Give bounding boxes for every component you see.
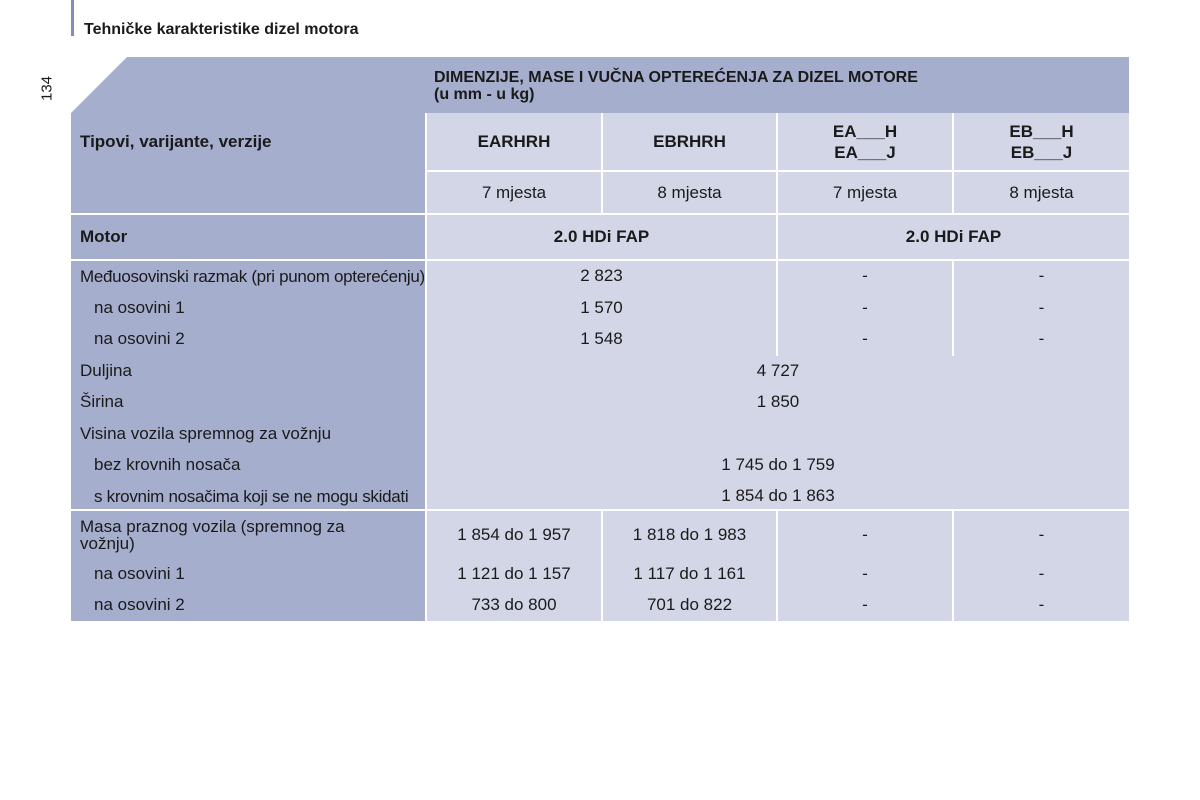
mass-axle1-value-4: - — [1038, 564, 1045, 583]
axle1-col-4: - — [1038, 298, 1045, 317]
axle2-col-3: - — [862, 329, 868, 348]
motor-value-2: 2.0 HDi FAP — [778, 215, 1129, 259]
length-label: Duljina — [80, 361, 132, 380]
seats-col-1: 7 mjesta — [427, 172, 601, 213]
type-eb: EB___H EB___J — [954, 113, 1129, 170]
mass-axle2-value-4: - — [1038, 595, 1045, 614]
seats-col-2: 8 mjesta — [603, 172, 776, 213]
mass-axle1-value-1: 1 121 do 1 157 — [457, 564, 571, 583]
section-title: Tehničke karakteristike dizel motora — [84, 21, 359, 38]
motor-value-1: 2.0 HDi FAP — [427, 215, 776, 259]
height-no-racks-label: bez krovnih nosača — [94, 455, 241, 474]
mass-axle2-value-3: - — [862, 595, 868, 614]
mass-axle1-label: na osovini 1 — [94, 564, 185, 583]
mass-label: Masa praznog vozila (spremnog za vožnju) — [80, 517, 345, 553]
mass-axle1-value-2: 1 117 do 1 161 — [633, 564, 746, 583]
header-corner-cut — [71, 57, 127, 113]
mass-axle1-value-3: - — [862, 564, 868, 583]
axle2-col-4: - — [1038, 329, 1045, 348]
wheelbase-col-3: - — [862, 266, 868, 285]
mass-value-2: 1 818 do 1 983 — [632, 525, 747, 544]
wheelbase-value: 2 823 — [580, 266, 623, 285]
mass-value-3: - — [862, 525, 868, 544]
height-racks-label: s krovnim nosačima koji se ne mogu skidati — [94, 487, 409, 506]
axle1-label: na osovini 1 — [94, 298, 185, 317]
section-accent-bar — [71, 0, 74, 36]
type-earhrh: EARHRH — [427, 113, 601, 170]
height-label: Visina vozila spremnog za vožnju — [80, 424, 332, 443]
mass-axle2-label: na osovini 2 — [94, 595, 185, 614]
types-label: Tipovi, varijante, verzije — [80, 131, 272, 151]
mass-axle2-value-1: 733 do 800 — [471, 595, 557, 614]
axle1-value: 1 570 — [580, 298, 623, 317]
mass-value-1: 1 854 do 1 957 — [457, 525, 571, 544]
axle1-col-3: - — [862, 298, 868, 317]
width-label: Širina — [80, 392, 124, 411]
mass-axle2-value-2: 701 do 822 — [646, 595, 733, 614]
table-title: DIMENZIJE, MASE I VUČNA OPTEREĆENJA ZA DIZEL MOTORE (u mm - u kg) — [434, 69, 918, 103]
type-ebrhrh: EBRHRH — [603, 113, 776, 170]
height-racks-value: 1 854 do 1 863 — [721, 486, 835, 505]
seats-col-4: 8 mjesta — [954, 172, 1129, 213]
height-no-racks-value: 1 745 do 1 759 — [721, 455, 835, 474]
specs-table — [71, 113, 1129, 621]
mass-value-4: - — [1038, 525, 1045, 544]
axle2-value: 1 548 — [580, 329, 623, 348]
width-value: 1 850 — [756, 392, 800, 411]
length-value: 4 727 — [756, 361, 800, 380]
page-number: 134 — [38, 75, 56, 102]
wheelbase-label: Međuosovinski razmak (pri punom opterećenju) — [80, 267, 425, 286]
type-ea: EA___H EA___J — [778, 113, 952, 170]
motor-label: Motor — [80, 227, 128, 246]
wheelbase-col-4: - — [1038, 266, 1045, 285]
seats-col-3: 7 mjesta — [778, 172, 952, 213]
table-header-band — [71, 57, 1129, 113]
axle2-label: na osovini 2 — [94, 329, 185, 348]
